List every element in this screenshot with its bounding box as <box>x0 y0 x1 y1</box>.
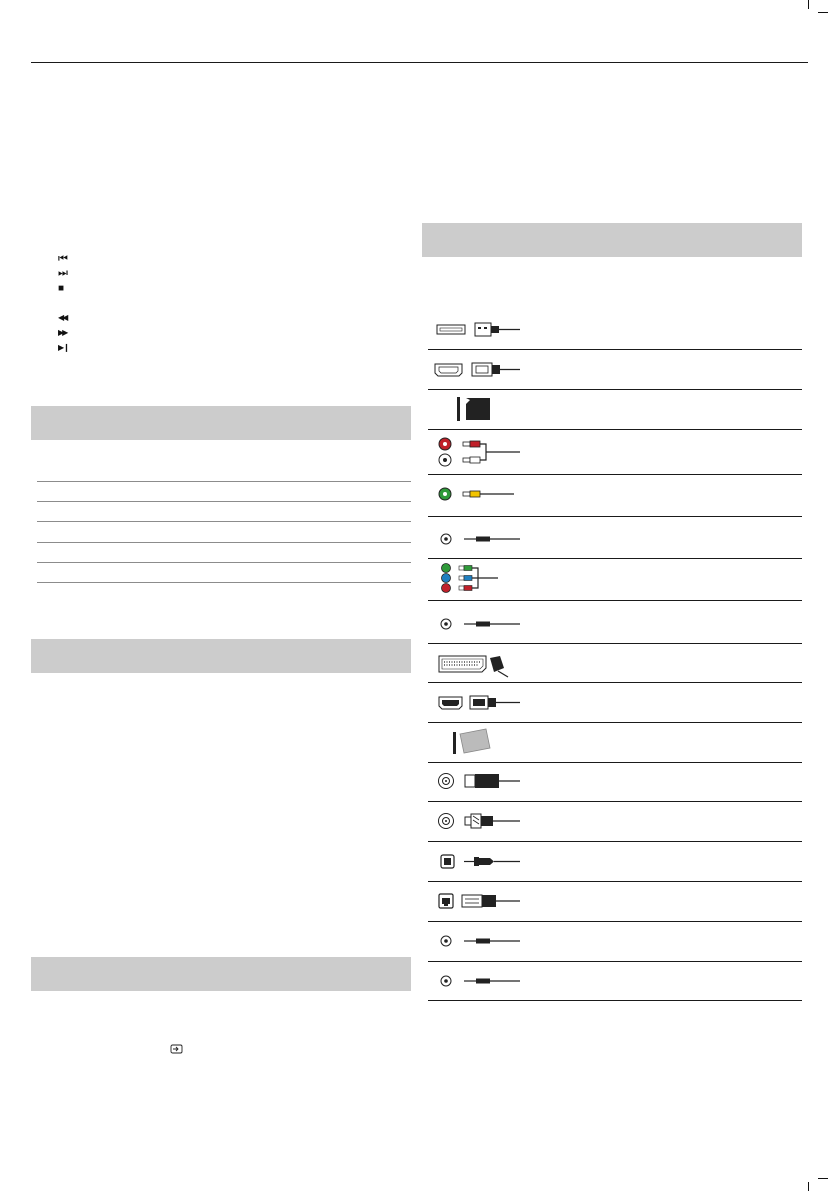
composite-video-port-icon <box>438 487 514 503</box>
section-header-band <box>31 639 411 673</box>
table-row-divider <box>37 582 411 583</box>
crop-mark <box>818 12 828 13</box>
fast-forward-icon: ▶▶ <box>58 328 67 337</box>
minijack-audio-port-icon <box>440 618 522 632</box>
line-out-jack-icon <box>440 975 522 989</box>
connection-row-divider <box>428 682 802 683</box>
connection-row-divider <box>428 643 802 644</box>
satellite-port-icon <box>438 812 522 832</box>
connection-row-divider <box>428 600 802 601</box>
audio-rca-port-icon <box>438 437 522 469</box>
rewind-icon: ◀◀ <box>58 313 67 322</box>
table-row-divider <box>37 521 411 522</box>
connection-row-divider <box>428 762 802 763</box>
antenna-port-icon <box>438 772 522 792</box>
next-track-icon: ⏭ <box>58 267 68 279</box>
section-header-band <box>422 223 802 257</box>
minijack-av-port-icon <box>440 533 522 547</box>
table-row-divider <box>37 481 411 482</box>
play-pause-icon: ▶❙ <box>58 343 69 352</box>
table-row-divider <box>37 501 411 502</box>
lan-port-icon <box>438 892 522 912</box>
connection-row-divider <box>428 921 802 922</box>
crop-mark <box>808 0 809 9</box>
connection-row-divider <box>428 429 802 430</box>
headphone-jack-icon <box>440 935 522 949</box>
section-header-band <box>31 406 411 440</box>
stop-icon: ■ <box>58 283 65 294</box>
section-header-band <box>31 957 411 991</box>
hdmi-port-icon <box>434 360 520 380</box>
sd-card-slot-icon <box>456 396 498 422</box>
connection-row-divider <box>428 961 802 962</box>
table-row-divider <box>37 562 411 563</box>
connection-row-divider <box>428 881 802 882</box>
connection-row-divider <box>428 841 802 842</box>
scart-port-icon <box>438 654 510 678</box>
connection-row-divider <box>428 558 802 559</box>
connection-row-divider <box>428 801 802 802</box>
ci-slot-icon <box>452 728 492 754</box>
previous-track-icon: ⏮ <box>58 253 68 265</box>
crop-mark <box>818 1178 828 1179</box>
table-row-divider <box>37 542 411 543</box>
optical-port-icon <box>440 853 520 871</box>
crop-mark <box>808 1182 809 1191</box>
hdmi-port-icon <box>438 694 522 712</box>
connection-row-divider <box>428 516 802 517</box>
connection-row-divider <box>428 389 802 390</box>
connection-row-divider <box>428 474 802 475</box>
connection-row-divider <box>428 349 802 350</box>
connection-row-divider <box>428 1000 802 1001</box>
component-video-port-icon <box>440 563 500 595</box>
source-input-icon <box>170 1044 184 1055</box>
usb-port-icon <box>436 320 520 340</box>
header-rule <box>31 62 808 63</box>
connection-row-divider <box>428 722 802 723</box>
